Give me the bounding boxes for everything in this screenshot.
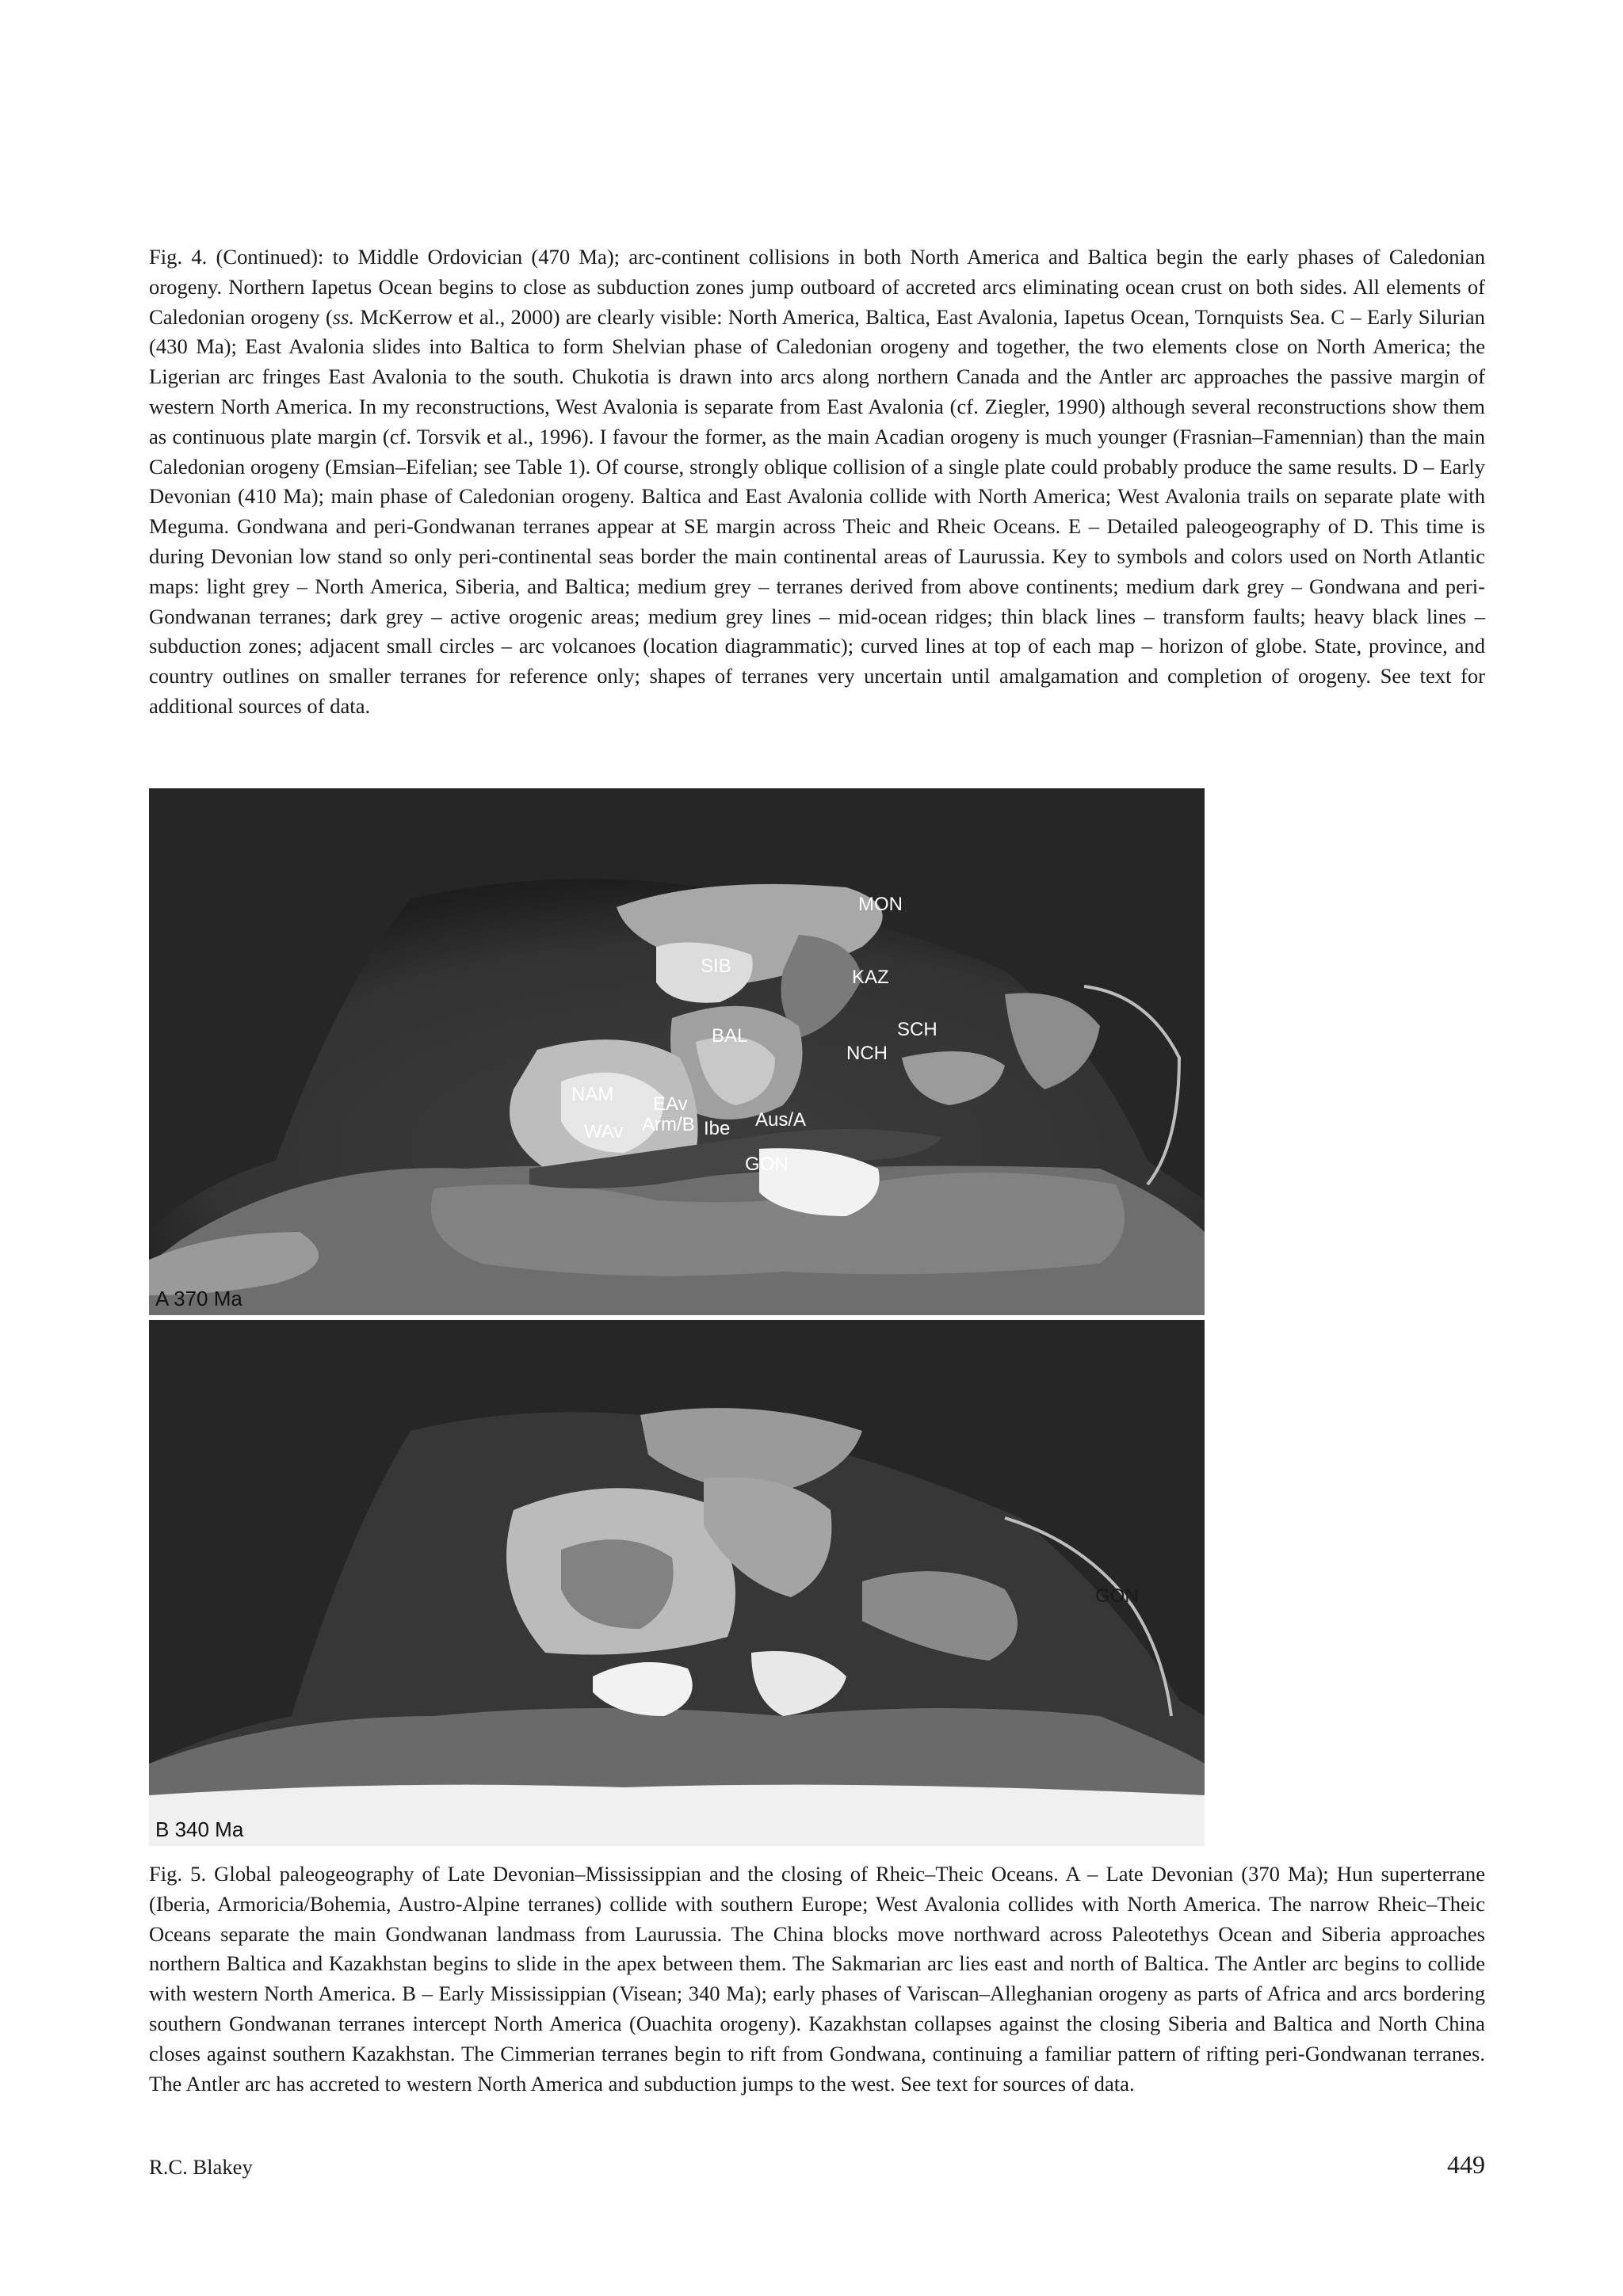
label-ausa: Aus/A — [755, 1109, 807, 1131]
southern-ice-cap — [149, 1785, 1205, 1846]
running-footer-author: R.C. Blakey — [149, 2155, 253, 2179]
label-kaz: KAZ — [852, 967, 889, 988]
label-eav: EAv — [653, 1093, 688, 1115]
paleogeographic-map-b — [149, 1320, 1205, 1846]
map-a-graphic — [149, 788, 1205, 1315]
figure-5-caption: Fig. 5. Global paleogeography of Late Devonian–Mississippian and the closing of Rheic–Theic Oceans. A – Late Devonian (370 Ma); Hun superterrane (Iberia, Armoricia/Bohemia, Austro-Alpine terranes) collide with southern Europe; West Avalonia collides with North America. The narrow Rheic–Theic Oceans separate the main Gondwanan landmass from Laurussia. The China blocks move northward across Paleotethys Ocean and Siberia approaches northern Baltica and Kazakhstan begins to slide in the apex between them. The Sakmarian arc lies east and north of Baltica. The Antler arc begins to collide with western North America. B – Early Mississippian (Visean; 340 Ma); early phases of Variscan–Alleghanian orogeny as parts of Africa and arcs bordering southern Gondwanan terranes intercept North America (Ouachita orogeny). Kazakhstan collapses against the closing Siberia and Baltica and North China closes against southern Kazakhstan. The Cimmerian terranes begin to rift from Gondwana, continuing a familiar pattern of rifting peri-Gondwanan terranes. The Antler arc has accreted to western North America and subduction jumps to the west. See text for sources of data. — [149, 1862, 1485, 2096]
caption-italic-text: ss. — [332, 304, 355, 329]
panel-label-b: B 340 Ma — [155, 1817, 244, 1841]
label-sib: SIB — [701, 955, 731, 977]
label-ibe: Ibe — [704, 1118, 731, 1139]
label-armb: Arm/B — [642, 1114, 695, 1135]
label-bal: BAL — [712, 1025, 748, 1047]
label-sch: SCH — [897, 1019, 938, 1040]
caption-text: McKerrow et al., 2000) are clearly visible: North America, Baltica, East Avalonia, Iapetus Ocean, Tornquists Sea. C – Early Silurian (430 Ma); East Avalonia slides into Baltica to form Shelvian phase of Caledonian orogeny and together, the two elements close on North America; the Ligerian arc fringes East Avalonia to the south. Chukotia is drawn into arcs along northern Canada and the Antler arc approaches the passive margin of western North America. In my reconstructions, West Avalonia is separate from East Avalonia (cf. Ziegler, 1990) although several reconstructions show them as continuous plate margin (cf. Torsvik et al., 1996). I favour the former, as the main Acadian orogeny is much younger (Frasnian–Famennian) than the main Caledonian orogeny (Emsian–Eifelian; see Table 1). Of course, strongly oblique collision of a single plate could probably produce the same results. D – Early Devonian (410 Ma); main phase of Caledonian orogeny. Baltica and East Avalonia collide with North America; West Avalonia trails on separate plate with Meguma. Gondwana and peri-Gondwanan terranes appear at SE margin across Theic and Rheic Oceans. E – Detailed paleogeography of D. This time is during Devonian low stand so only peri-continental seas border the main continental areas of Laurussia. Key to symbols and colors used on North Atlantic maps: light grey – North America, Siberia, and Baltica; medium grey – terranes derived from above continents; medium dark grey – Gondwana and peri-Gondwanan terranes; dark grey – active orogenic areas; medium grey lines – mid-ocean ridges; thin black lines – transform faults; heavy black lines – subduction zones; adjacent small circles – arc volcanoes (location diagrammatic); curved lines at top of each map – horizon of globe. State, province, and country outlines on smaller terranes for reference only; shapes of terranes very uncertain until amalgamation and completion of orogeny. See text for additional sources of data. — [149, 304, 1485, 718]
label-wav: WAv — [584, 1121, 624, 1142]
paleogeographic-map-a — [149, 788, 1205, 1315]
label-nam: NAM — [571, 1084, 614, 1105]
label-gon: GON — [1095, 1585, 1139, 1607]
caption-text: Fig. 4. (Continued): to Middle Ordovician (470 Ma); arc-continent collisions in both North America and Baltica begin the early phases of Caledonian orogeny. Northern Iapetus Ocean begins to close as subduction zones jump outboard of accreted arcs eliminating ocean crust on both sides. All elements of Caledonian orogeny ( — [149, 245, 1485, 329]
label-mon: MON — [858, 894, 903, 915]
page-number: 449 — [1447, 2150, 1485, 2179]
label-gon: GON — [745, 1154, 789, 1175]
label-nch: NCH — [846, 1043, 888, 1064]
figure-4-caption — [149, 242, 1485, 722]
map-b-graphic — [149, 1320, 1205, 1846]
panel-label-a: A 370 Ma — [155, 1287, 242, 1310]
